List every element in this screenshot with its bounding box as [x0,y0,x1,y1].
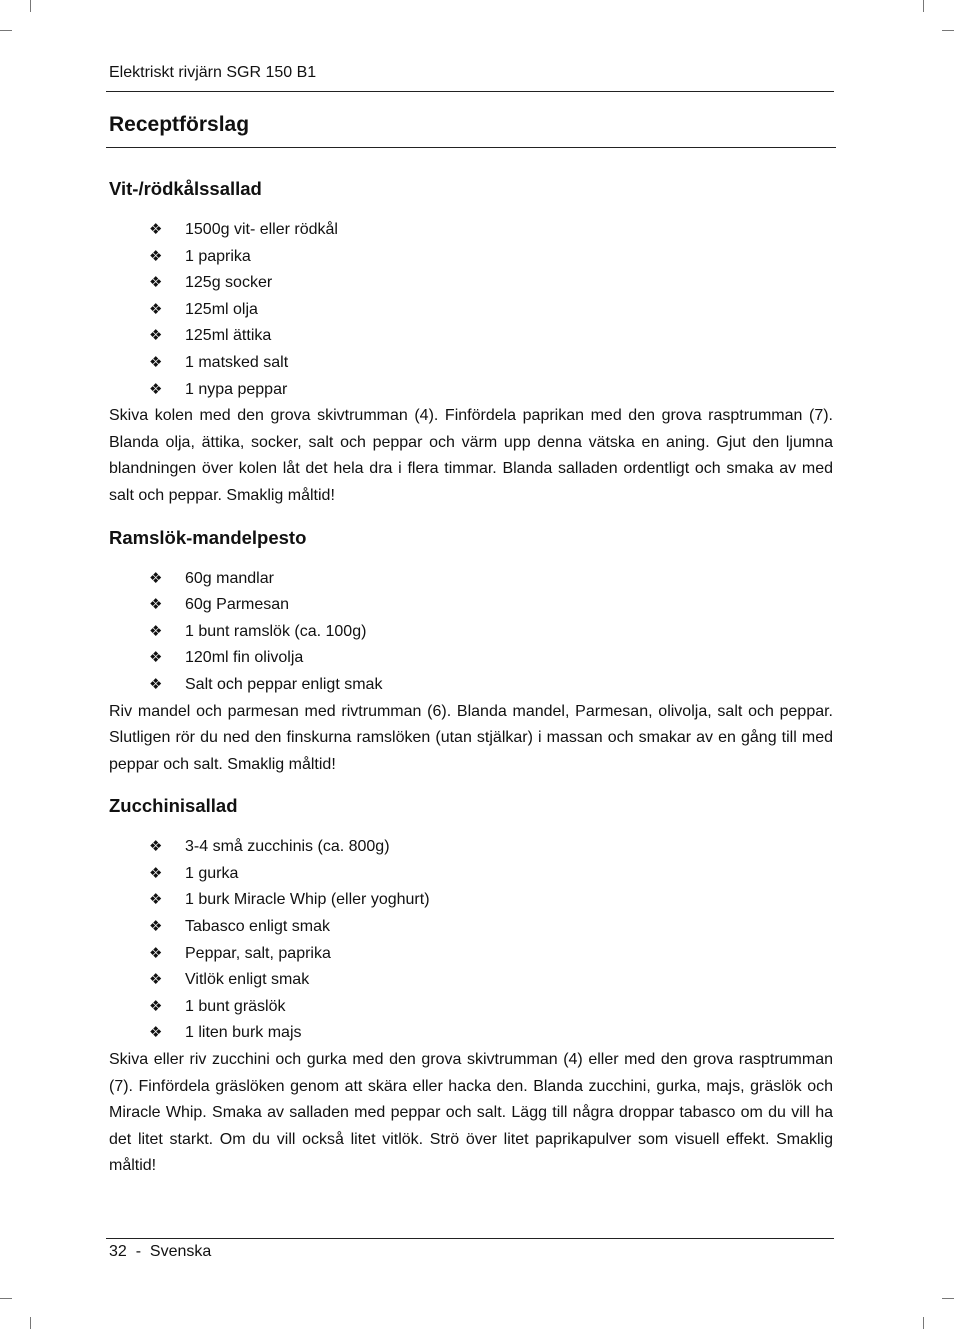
recipe-title: Vit-/rödkålssallad [109,178,262,199]
recipe-instructions: Riv mandel och parmesan med rivtrumman (6). Blanda mandel, Parmesan, olivolja, salt och peppar. Slutligen rör du ned den finskurna ramslöken (utan stjälkar) i massan och smakar av en gång till med peppar och salt. Smaklig måltid! [109,702,833,773]
diamond-bullet-icon: ❖ [149,891,163,909]
ingredient-item: ❖ 1 bunt ramslök (ca. 100g) [109,619,833,646]
crop-mark [923,1317,924,1329]
ingredient-item: ❖ Vitlök enligt smak [109,967,833,994]
ingredient-item: ❖ Peppar, salt, paprika [109,941,833,968]
crop-mark [30,0,31,12]
footer-separator: - [135,1243,142,1260]
ingredient-item: ❖ 1 bunt gräslök [109,994,833,1021]
page-title: Receptförslag [109,113,250,136]
recipe-list [109,175,833,1180]
recipe-section [109,792,833,1180]
diamond-bullet-icon: ❖ [149,596,163,614]
running-header: Elektriskt rivjärn SGR 150 B1 [109,64,317,81]
page-number: 32 [109,1243,127,1260]
diamond-bullet-icon: ❖ [149,944,163,962]
ingredient-item: ❖ 1 paprika [109,244,833,271]
page-footer [109,1243,211,1261]
ingredient-item: ❖ Tabasco enligt smak [109,914,833,941]
crop-mark [0,30,12,31]
ingredient-item: ❖ 60g Parmesan [109,592,833,619]
ingredient-item: ❖ Salt och peppar enligt smak [109,672,833,699]
ingredient-item: ❖ 60g mandlar [109,566,833,593]
ingredient-item: ❖ 1500g vit- eller rödkål [109,217,833,244]
ingredient-item: ❖ 1 gurka [109,861,833,888]
ingredient-item: ❖ 1 burk Miracle Whip (eller yoghurt) [109,887,833,914]
ingredient-list [109,566,833,699]
crop-mark [923,0,924,12]
ingredient-item: ❖ 1 nypa peppar [109,377,833,404]
ingredient-item: ❖ 3-4 små zucchinis (ca. 800g) [109,834,833,861]
ingredient-item: ❖ 125g socker [109,270,833,297]
recipe-title: Ramslök-mandelpesto [109,526,307,548]
diamond-bullet-icon: ❖ [149,247,163,265]
diamond-bullet-icon: ❖ [149,838,163,856]
diamond-bullet-icon: ❖ [149,380,163,398]
crop-mark [942,30,954,31]
ingredient-item: ❖ 125ml olja [109,297,833,324]
diamond-bullet-icon: ❖ [149,918,163,936]
diamond-bullet-icon: ❖ [149,997,163,1015]
diamond-bullet-icon: ❖ [149,675,163,693]
ingredient-list [109,834,833,1047]
ingredient-list [109,217,833,403]
recipe-section [109,524,833,779]
ingredient-item: ❖ 125ml ättika [109,323,833,350]
diamond-bullet-icon: ❖ [149,274,163,292]
recipe-section [109,175,833,510]
title-rule [106,147,836,148]
footer-language: Svenska [149,1243,212,1260]
diamond-bullet-icon: ❖ [149,327,163,345]
ingredient-item: ❖ 1 liten burk majs [109,1020,833,1047]
diamond-bullet-icon: ❖ [149,864,163,882]
diamond-bullet-icon: ❖ [149,649,163,667]
ingredient-item: ❖ 1 matsked salt [109,350,833,377]
diamond-bullet-icon: ❖ [149,569,163,587]
recipe-instructions: Skiva kolen med den grova skivtrumman (4). Finfördela paprikan med den grova rasptrumman (7). Blanda olja, ättika, socker, salt och peppar och värm upp denna vätska en aning. Gjut den ljumna blandningen över kolen låt det hela dra i flera timmar. Blanda salladen ordentligt och smaka av med salt och peppar. Smaklig måltid! [109,407,833,504]
footer-rule [106,1238,834,1239]
ingredient-item: ❖ 120ml fin olivolja [109,645,833,672]
recipe-title: Zucchinisallad [109,795,238,817]
crop-mark [30,1317,31,1329]
diamond-bullet-icon: ❖ [149,622,163,640]
diamond-bullet-icon: ❖ [149,300,163,318]
diamond-bullet-icon: ❖ [149,221,163,238]
crop-mark [942,1298,954,1299]
crop-mark [0,1298,12,1299]
header-rule [106,91,834,92]
recipe-instructions: Skiva eller riv zucchini och gurka med den grova skivtrumman (4) eller med den grova rasptrumman (7). Finfördela gräslöken genom att skära eller hacka den. Blanda zucchini, gurka, majs, gräslök och Miracle Whip. Smaka av salladen med peppar och salt. Lägg till några droppar tabasco om du vill ha det litet starkt. Om du vill också litet vitlök. Strö över litet paprikapulver som visuell effekt. Smaklig måltid! [109,1051,833,1175]
diamond-bullet-icon: ❖ [149,353,163,371]
diamond-bullet-icon: ❖ [149,971,163,989]
diamond-bullet-icon: ❖ [149,1024,163,1042]
